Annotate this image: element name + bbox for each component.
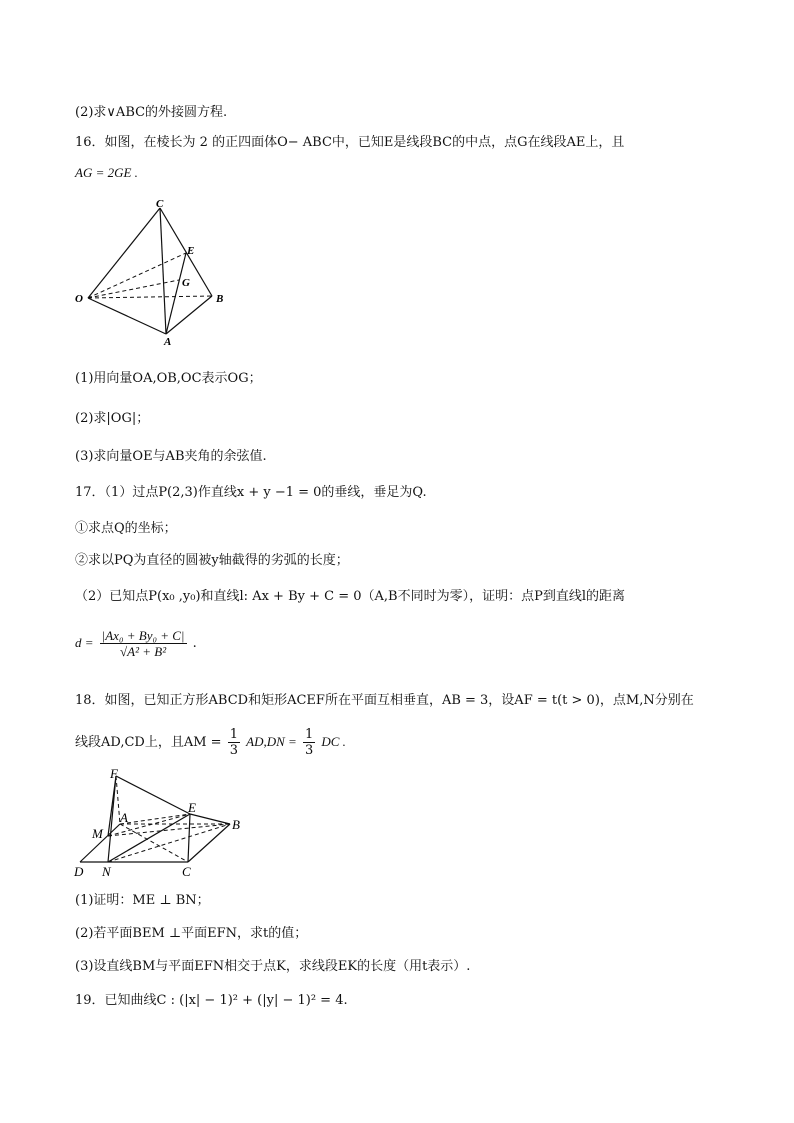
frac1-den: 3 (229, 743, 238, 758)
q17-formula (75, 628, 197, 659)
label-N: N (102, 864, 111, 879)
formula-numerator: |Ax₀ + By₀ + C| (101, 628, 185, 643)
q17-part2: （2）已知点P(x₀ ,y₀)和直线l: Ax + By + C = 0（A,B不同时为零），证明：点P到直线l的距离 (75, 589, 625, 604)
distance-fraction (100, 628, 187, 659)
edge-OA (88, 298, 166, 334)
label-E: E (188, 800, 196, 815)
q18-stem-line1: 18．如图，已知正方形ABCD和矩形ACEF所在平面互相垂直，AB = 3，设AF = t(t > 0)，点M,N分别在 (75, 693, 694, 708)
dashed-NB (108, 824, 230, 862)
dashed-OE (88, 253, 186, 298)
frac1-num: 1 (229, 727, 238, 742)
stem-line2-b: AD,DN = (246, 734, 297, 749)
edge-AB (166, 296, 212, 334)
dashed-OB (88, 296, 212, 298)
label-M: M (92, 826, 103, 841)
q17-sub1: ①求点Q的坐标； (75, 521, 177, 536)
q16-part3: (3)求向量OE与AB夹角的余弦值. (75, 449, 267, 464)
q19-stem: 19．已知曲线C : (|x| − 1)² + (|y| − 1)² = 4. (75, 993, 348, 1008)
q16-part2: (2)求|OG|； (75, 411, 150, 426)
q18-part3: (3)设直线BM与平面EFN相交于点K，求线段EK的长度（用t表示）. (75, 959, 471, 974)
formula-end: . (192, 636, 197, 651)
formula-denominator: √A² + B² (120, 644, 167, 659)
edge-CA (160, 208, 166, 334)
stem-line2-c: DC . (321, 734, 346, 749)
label-B: B (232, 817, 240, 832)
edge-OC (88, 208, 160, 298)
label-G: G (182, 277, 190, 289)
label-D: D (74, 864, 84, 879)
label-A: A (164, 336, 172, 348)
q18-part1: (1)证明：ME ⊥ BN； (75, 893, 210, 908)
label-F: F (110, 766, 118, 781)
q16-stem-line1: 16．如图，在棱长为 2 的正四面体O− ABC中，已知E是线段BC的中点，点G在线段AE上，且 (75, 135, 625, 150)
edge-FE (116, 776, 190, 814)
formula-lhs: d = (75, 635, 94, 650)
segment-AE (166, 253, 186, 334)
q18-part2: (2)若平面BEM ⊥平面EFN，求t的值； (75, 926, 308, 941)
frac2-den: 3 (304, 743, 314, 758)
q16-stem-line2: AG = 2GE . (75, 165, 138, 180)
dashed-OG (88, 280, 179, 298)
label-C: C (182, 864, 191, 879)
label-A: A (120, 810, 128, 825)
q18-solid-figure (70, 766, 255, 882)
q17-stem: 17．（1）过点P(2,3)作直线x + y −1 = 0的垂线，垂足为Q. (75, 485, 427, 500)
q16-part1: (1)用向量OA,OB,OC表示OG； (75, 371, 262, 386)
fraction-one-third-a (228, 727, 240, 758)
fraction-one-third-b (303, 727, 315, 758)
label-O: O (75, 293, 83, 305)
label-E: E (187, 245, 195, 257)
label-C: C (156, 198, 164, 210)
edge-CB (188, 824, 230, 862)
edge-FN (108, 776, 116, 862)
q15-part2: (2)求∨ABC的外接圆方程. (75, 105, 228, 120)
q16-tetrahedron-figure (70, 198, 240, 348)
frac2-num: 1 (304, 727, 314, 742)
q17-sub2: ②求以PQ为直径的圆被y轴截得的劣弧的长度； (75, 553, 349, 568)
dashed-AE (120, 814, 190, 824)
edge-EC (188, 814, 190, 862)
edge-EB (190, 814, 230, 824)
stem-line2-a: 线段AD,CD上，且AM = (75, 735, 222, 750)
q18-stem-line2 (75, 727, 346, 758)
label-B: B (216, 293, 224, 305)
